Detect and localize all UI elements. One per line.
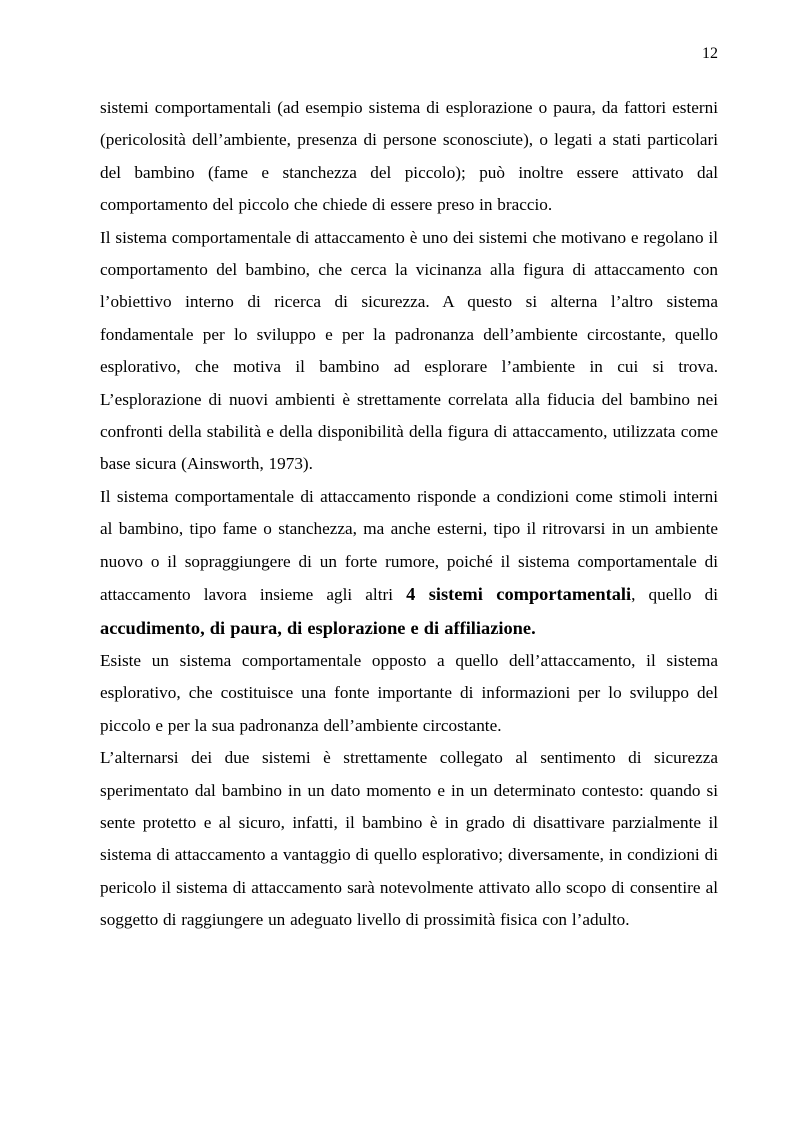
page-number: 12: [702, 45, 718, 62]
bold-behavioral-systems: 4 sistemi comportamentali: [406, 584, 632, 605]
paragraph-3: [100, 481, 718, 645]
paragraph-2: Il sistema comportamentale di attaccamento è uno dei sistemi che motivano e regolano il comportamento del bambino, che cerca la vicinanza alla figura di attaccamento con l’obiettivo interno di ricerca di sicurezza. A questo si alterna l’altro sistema fondamentale per lo sviluppo e per la padronanza dell’ambiente circostante, quello esplorativo, che motiva il bambino ad esplorare l’ambiente in cui si trova. L’esplorazione di nuovi ambienti è strettamente correlata alla fiducia del bambino nei confronti della stabilità e della disponibilità della figura di attaccamento, utilizzata come base sicura (Ainsworth, 1973).: [100, 227, 718, 474]
paragraph-1: sistemi comportamentali (ad esempio sistema di esplorazione o paura, da fattori esterni (pericolosità dell’ambiente, presenza di persone sconosciute), o legati a stati particolari del bambino (fame e stanchezza del piccolo); può inoltre essere attivato dal comportamento del piccolo che chiede di essere preso in braccio.: [100, 98, 718, 215]
paragraph-5: L’alternarsi dei due sistemi è strettamente collegato al sentimento di sicurezza sperimentato dal bambino in un dato momento e in un determinato contesto: quando si sente protetto e al sicuro, infatti, il bambino è in grado di disattivare parzialmente il sistema di attaccamento a vantaggio di quello esplorativo; diversamente, in condizioni di pericolo il sistema di attaccamento sarà notevolmente attivato allo scopo di consentire al soggetto di raggiungere un adeguato livello di prossimità fisica con l’adulto.: [100, 748, 718, 930]
bold-systems-list: accudimento, di paura, di esplorazione e di affiliazione.: [100, 617, 536, 638]
body-text: [100, 92, 718, 937]
paragraph-4: Esiste un sistema comportamentale opposto a quello dell’attaccamento, il sistema esplorativo, che costituisce una fonte importante di informazioni per lo sviluppo del piccolo e per la sua padronanza dell’ambiente circostante.: [100, 650, 718, 735]
paragraph-3-text-1: Il sistema comportamentale di attaccamento risponde a condizioni come stimoli interni al bambino, tipo fame o stanchezza, ma anche esterni, tipo il ritrovarsi in un ambiente nuovo o il sopraggiungere di un forte rumore, poiché il sistema comportamentale di attaccamento lavora insieme agli altri: [100, 486, 718, 605]
paragraph-3-text-2: , quello di: [631, 585, 718, 605]
